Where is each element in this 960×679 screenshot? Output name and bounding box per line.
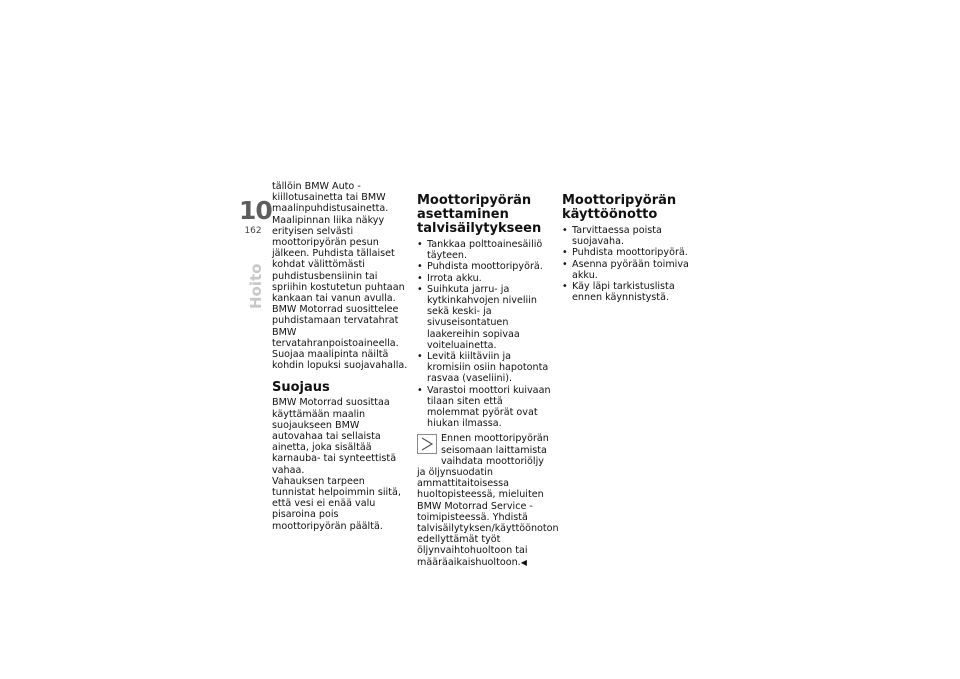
end-mark-icon: ◀ <box>520 557 527 567</box>
list-item: • Suihkuta jarru- ja kytkinkahvojen niveliin sekä keski- ja sivuseisontatuen laakereihin sopivaa voiteluainetta. <box>417 284 555 351</box>
recommissioning-list <box>562 225 700 303</box>
column-right <box>562 194 700 303</box>
protection-paragraph-1: BMW Motorrad suosittaa käyttämään maalin suojaukseen BMW autovahaa tai sellaista ainetta, joka sisältää karnauba- tai synteettistä vahaa. <box>272 397 397 476</box>
list-item: • Puhdista moottoripyörä. <box>417 261 555 272</box>
list-item: • Varastoi moottori kuivaan tilaan siten että molemmat pyörät ovat hiukan ilmassa. <box>417 385 555 430</box>
heading-winter-storage: Moottoripyörän asettaminen talvisäilytykseen <box>417 193 542 236</box>
list-item: • Puhdista moottoripyörä. <box>562 247 700 258</box>
note-block <box>417 433 559 568</box>
protection-paragraph-2: Vahauksen tarpeen tunnistat helpoimmin siitä, että vesi ei enää valu pisaroina pois moottoripyörän päältä. <box>272 475 401 532</box>
note-triangle-icon <box>417 434 437 454</box>
list-item: • Tankkaa polttoainesäiliö täyteen. <box>417 239 555 261</box>
list-item: • Levitä kiiltäviin ja kromisiin osiin hapotonta rasvaa (vaseliini). <box>417 351 555 385</box>
section-label: Hoito <box>247 263 265 309</box>
chapter-number: 10 <box>239 196 272 225</box>
note-text: Ennen moottoripyörän seisomaan laittamista vaihdata moottoriöljy ja öljynsuodatin ammattitaitoisessa huoltopisteessä, mieluiten BMW Motorrad Service -toimipisteessä. Yhdistä talvisäilytyksen/käyttöönoton edellyttämät työt öljynvaihtohuoltoon tai määräaikaishuoltoon. <box>417 433 559 568</box>
column-left <box>272 181 410 532</box>
list-item: • Irrota akku. <box>417 273 555 284</box>
list-item: • Tarvittaessa poista suojavaha. <box>562 225 700 247</box>
heading-suojaus: Suojaus <box>272 380 330 396</box>
page-number: 162 <box>244 226 262 236</box>
intro-paragraph: tällöin BMW Auto -kiillotusainetta tai BMW maalinpuhdistusainetta. Maalipinnan liika näkyy erityisen selvästi moottoripyörän pesun jälkeen. Puhdista tällaiset kohdat välittömästi puhdistusbensiinin tai spriihin kostutetun puhtaan kankaan tai vanun avulla. BMW Motorrad suosittelee puhdistamaan tervatahrat BMW tervatahranpoistoaineella. Suojaa maalipinta näiltä kohdin lopuksi suojavahalla. <box>272 181 408 372</box>
list-item: • Käy läpi tarkistuslista ennen käynnistystä. <box>562 281 700 303</box>
column-middle <box>417 193 559 568</box>
list-item: • Asenna pyörään toimiva akku. <box>562 259 700 281</box>
winter-storage-list <box>417 239 555 429</box>
heading-recommissioning: Moottoripyörän käyttöönotto <box>562 193 677 222</box>
